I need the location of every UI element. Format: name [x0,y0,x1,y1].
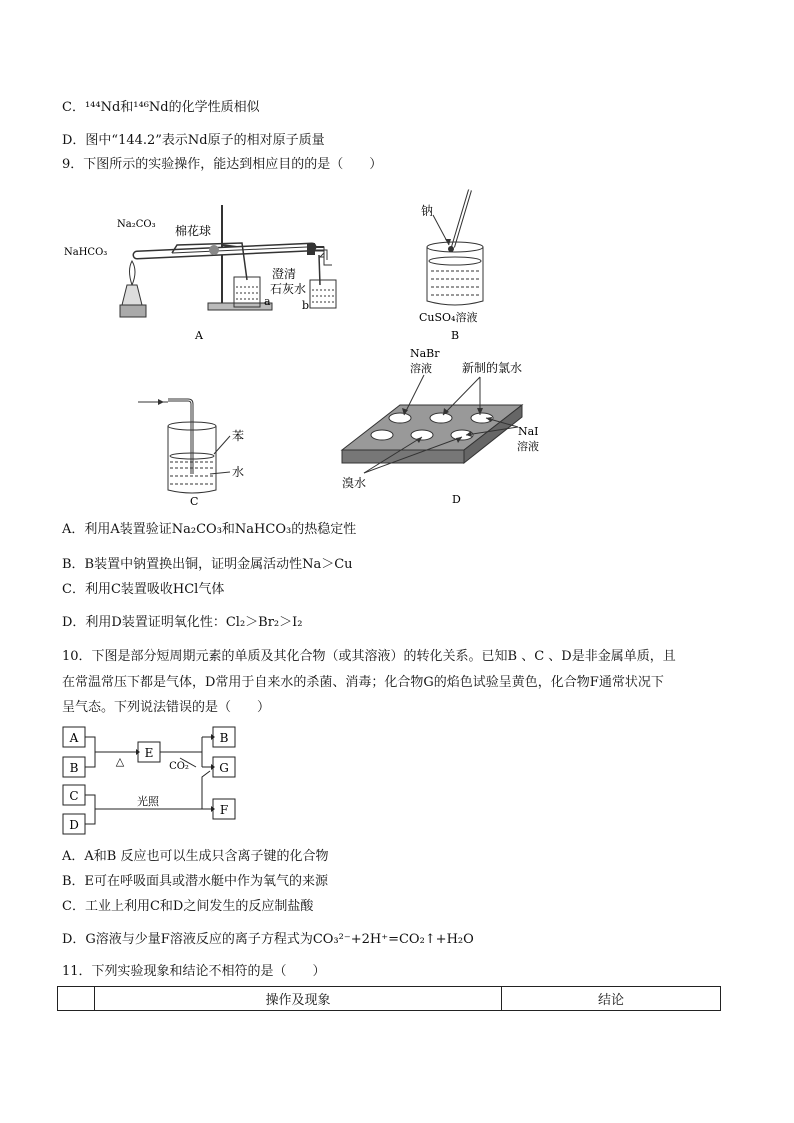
table-header-row [58,987,721,1011]
table-header-index [58,987,95,1011]
node-b-left: B [69,761,79,775]
label-water: 水 [232,465,245,479]
figure-b-sodium-in-cuso4 [405,185,545,345]
label-beaker-a: a [264,295,271,308]
label-nai-solution: 溶液 [517,440,539,453]
table-header-conclusion: 结论 [502,987,721,1011]
q10-option-d: D．G溶液与少量F溶液反应的离子方程式为CO₃²⁻+2H⁺=CO₂↑+H₂O [62,932,474,947]
figure-d-spot-plate [340,345,550,510]
q9-option-c: C．利用C装置吸收HCl气体 [62,582,225,597]
label-nahco3: NaHCO₃ [64,247,108,258]
table-header-operation: 操作及现象 [95,987,502,1011]
q10-conversion-diagram [62,725,242,837]
q8-option-d: D．图中“144.2”表示Nd原子的相对原子质量 [62,133,325,148]
q10-stem-line1: 10．下图是部分短周期元素的单质及其化合物（或其溶液）的转化关系。已知B 、C 、D是非金属单质，且 [62,649,676,664]
q10-stem-line3: 呈气态。下列说法错误的是（ ） [62,700,271,715]
q9-stem: 9．下图所示的实验操作，能达到相应目的的是（ ） [62,157,383,172]
label-nabr: NaBr [410,347,440,360]
figure-a-heating-apparatus [62,185,342,345]
node-d: D [69,818,79,832]
q10-option-c: C．工业上利用C和D之间发生的反应制盐酸 [62,899,314,914]
node-g: G [219,761,229,775]
label-cotton-ball: 棉花球 [175,224,212,238]
label-light: 光照 [137,795,159,808]
q9-option-d: D．利用D装置证明氧化性：Cl₂＞Br₂＞I₂ [62,615,303,630]
figure-d-caption: D [452,493,461,506]
label-co2: CO₂ [169,761,189,772]
q8-option-c: C．¹⁴⁴Nd和¹⁴⁶Nd的化学性质相似 [62,100,260,115]
figure-a-caption: A [195,329,203,342]
figure-c-caption: C [190,495,199,508]
node-a: A [69,731,79,745]
label-nai: NaI [518,425,539,438]
q9-option-a: A．利用A装置验证Na₂CO₃和NaHCO₃的热稳定性 [62,522,357,537]
figure-c-gas-absorption [130,390,260,510]
label-heat: △ [115,755,125,768]
q11-table [57,986,721,1011]
q11-stem: 11．下列实验现象和结论不相符的是（ ） [62,964,326,979]
figure-b-caption: B [451,329,460,342]
label-bromine-water: 溴水 [342,476,367,490]
label-benzene: 苯 [232,429,245,443]
q9-option-b: B．B装置中钠置换出铜，证明金属活动性Na＞Cu [62,557,353,572]
node-b-right: B [219,731,229,745]
label-na2co3: Na₂CO₃ [117,219,156,230]
label-limewater-1: 澄清 [272,267,297,281]
q10-stem-line2: 在常温常压下都是气体，D常用于自来水的杀菌、消毒；化合物G的焰色试验呈黄色，化合物F通常状况下 [62,675,664,690]
node-e: E [144,746,154,760]
q10-option-a: A．A和B 反应也可以生成只含离子键的化合物 [62,849,329,864]
label-nabr-solution: 溶液 [410,362,432,375]
label-chlorine-water: 新制的氯水 [462,361,523,375]
q10-option-b: B．E可在呼吸面具或潜水艇中作为氧气的来源 [62,874,329,889]
node-f: F [219,803,229,817]
label-cuso4: CuSO₄溶液 [419,311,478,324]
label-sodium: 钠 [421,204,434,218]
label-beaker-b: b [302,299,310,312]
label-limewater-2: 石灰水 [270,282,307,296]
node-c: C [69,789,79,803]
